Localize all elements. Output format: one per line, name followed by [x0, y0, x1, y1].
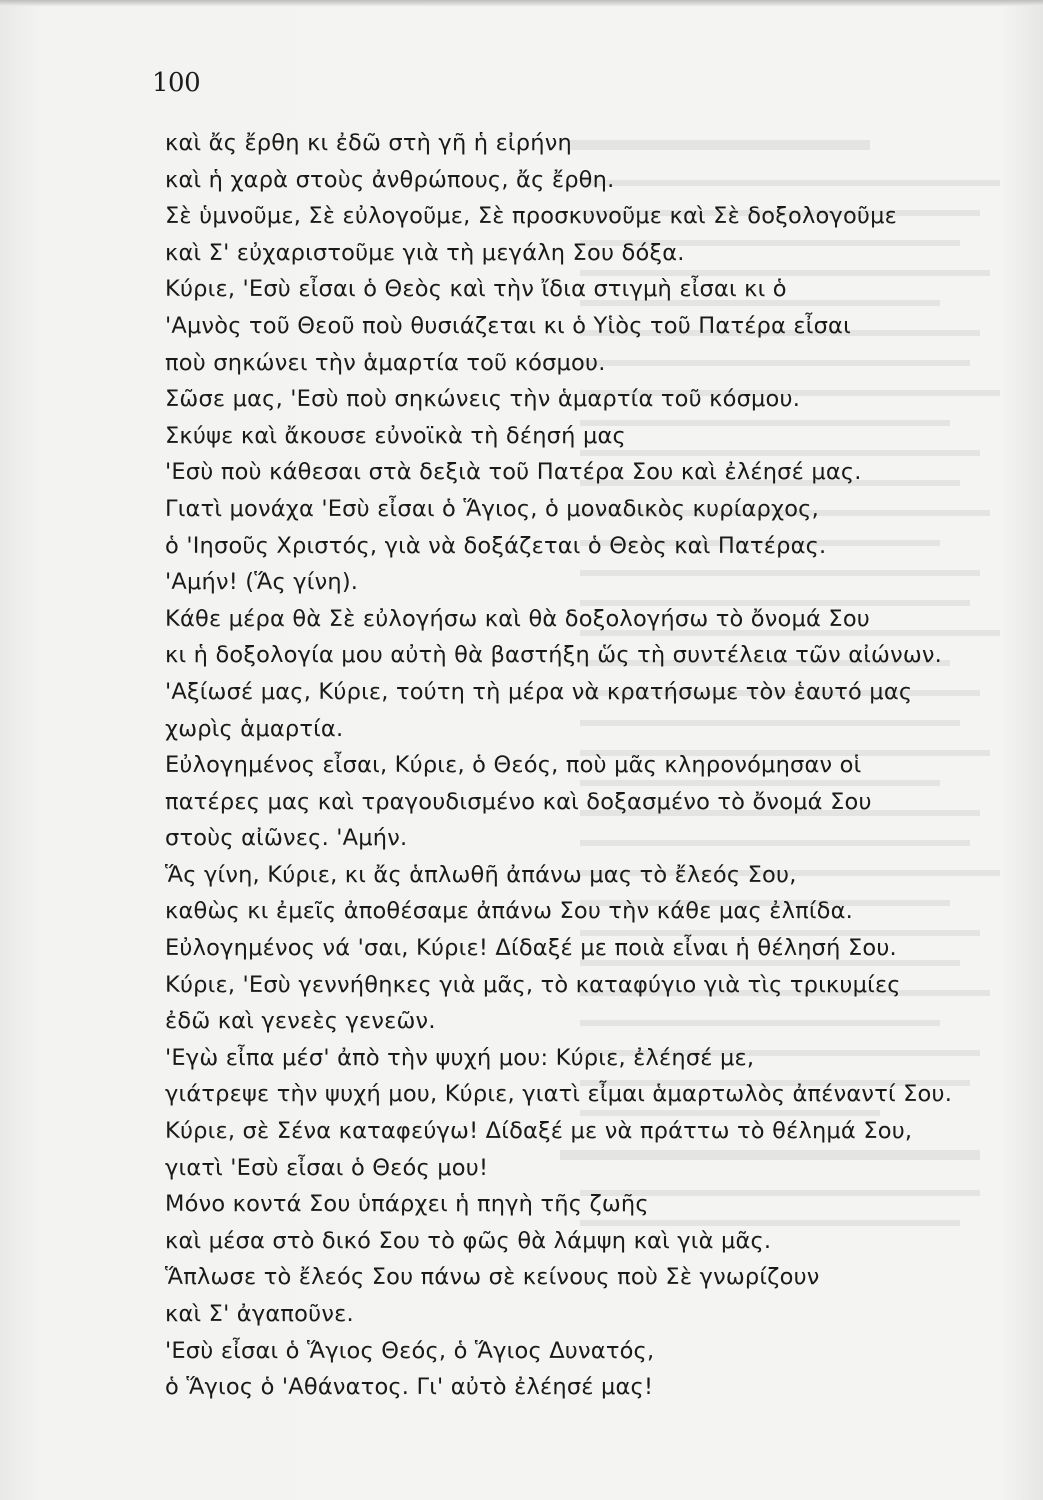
- text-line: καὶ ἡ χαρὰ στοὺς ἀνθρώπους, ἄς ἔρθη.: [165, 166, 615, 193]
- text-line: 'Αξίωσέ μας, Κύριε, τούτη τὴ μέρα νὰ κρατήσωμε τὸν ἑαυτό μας: [165, 678, 913, 705]
- text-line: καὶ ἄς ἔρθη κι ἐδῶ στὴ γῆ ἡ εἰρήνη: [165, 130, 572, 156]
- text-line: 'Εγὼ εἶπα μέσ' ἀπὸ τὴν ψυχή μου: Κύριε, ἐλέησέ με,: [165, 1044, 755, 1071]
- text-line: 'Αμήν! (Ἅς γίνη).: [165, 569, 359, 596]
- text-line: Γιατὶ μονάχα 'Εσὺ εἶσαι ὁ Ἅγιος, ὁ μοναδικὸς κυρίαρχος,: [165, 495, 819, 522]
- text-line: Μόνο κοντά Σου ὑπάρχει ἡ πηγὴ τῆς ζωῆς: [165, 1191, 649, 1218]
- text-line: Κάθε μέρα θὰ Σὲ εὐλογήσω καὶ θὰ δοξολογήσω τὸ ὄνομά Σου: [165, 605, 871, 632]
- text-line: Σκύψε καὶ ἄκουσε εὐνοϊκὰ τὴ δέησή μας: [165, 422, 626, 449]
- text-line: γιάτρεψε τὴν ψυχή μου, Κύριε, γιατὶ εἶμαι ἁμαρτωλὸς ἀπέναντί Σου.: [165, 1081, 953, 1108]
- text-line: 'Εσὺ ποὺ κάθεσαι στὰ δεξιὰ τοῦ Πατέρα Σου καὶ ἐλέησέ μας.: [165, 459, 862, 486]
- text-line: καὶ Σ' ἀγαποῦνε.: [165, 1301, 354, 1327]
- text-line: Ἅς γίνη, Κύριε, κι ἄς ἁπλωθῆ ἀπάνω μας τὸ ἔλεός Σου,: [165, 861, 797, 888]
- text-line: Εὐλογημένος νά 'σαι, Κύριε! Δίδαξέ με ποιὰ εἶναι ἡ θέλησή Σου.: [165, 935, 897, 962]
- text-line: Κύριε, σὲ Σένα καταφεύγω! Δίδαξέ με νὰ πράττω τὸ θέλημά Σου,: [165, 1118, 913, 1145]
- text-line: στοὺς αἰῶνες. 'Αμήν.: [165, 825, 408, 852]
- text-line: γιατὶ 'Εσὺ εἶσαι ὁ Θεός μου!: [165, 1154, 489, 1181]
- text-line: καὶ μέσα στὸ δικό Σου τὸ φῶς θὰ λάμψη καὶ γιὰ μᾶς.: [165, 1227, 772, 1254]
- text-line: Ἅπλωσε τὸ ἔλεός Σου πάνω σὲ κείνους ποὺ Σὲ γνωρίζουν: [165, 1264, 820, 1291]
- text-line: Εὐλογημένος εἶσαι, Κύριε, ὁ Θεός, ποὺ μᾶς κληρονόμησαν οἱ: [165, 752, 862, 779]
- page-top-edge: [0, 0, 1043, 6]
- text-line: ἐδῶ καὶ γενεὲς γενεῶν.: [165, 1008, 436, 1035]
- text-line: ποὺ σηκώνει τὴν ἁμαρτία τοῦ κόσμου.: [165, 349, 606, 376]
- text-line: Κύριε, 'Εσὺ γεννήθηκες γιὰ μᾶς, τὸ καταφύγιο γιὰ τὶς τρικυμίες: [165, 971, 901, 998]
- text-line: Σὲ ὑμνοῦμε, Σὲ εὐλογοῦμε, Σὲ προσκυνοῦμε καὶ Σὲ δοξολογοῦμε: [165, 203, 898, 230]
- text-line: ὁ Ἅγιος ὁ 'Αθάνατος. Γι' αὐτὸ ἐλέησέ μας!: [165, 1374, 654, 1401]
- text-line: κι ἡ δοξολογία μου αὐτὴ θὰ βαστήξη ὥς τὴ συντέλεια τῶν αἰώνων.: [165, 642, 943, 669]
- text-line: πατέρες μας καὶ τραγουδισμένο καὶ δοξασμένο τὸ ὄνομά Σου: [165, 788, 872, 815]
- text-line: καὶ Σ' εὐχαριστοῦμε γιὰ τὴ μεγάλη Σου δόξα.: [165, 239, 685, 266]
- page-number: 100: [152, 68, 201, 98]
- text-line: 'Εσὺ εἶσαι ὁ Ἅγιος Θεός, ὁ Ἅγιος Δυνατός,: [165, 1337, 655, 1364]
- text-line: 'Αμνὸς τοῦ Θεοῦ ποὺ θυσιάζεται κι ὁ Υἱὸς τοῦ Πατέρα εἶσαι: [165, 312, 851, 339]
- text-line: χωρὶς ἁμαρτία.: [165, 715, 344, 742]
- text-line: Κύριε, 'Εσὺ εἶσαι ὁ Θεὸς καὶ τὴν ἴδια στιγμὴ εἶσαι κι ὁ: [165, 276, 787, 303]
- prayer-text: [165, 125, 1015, 1406]
- text-line: καθὼς κι ἐμεῖς ἀποθέσαμε ἀπάνω Σου τὴν κάθε μας ἐλπίδα.: [165, 898, 853, 925]
- text-line: ὁ 'Ιησοῦς Χριστός, γιὰ νὰ δοξάζεται ὁ Θεὸς καὶ Πατέρας.: [165, 532, 827, 559]
- text-line: Σῶσε μας, 'Εσὺ ποὺ σηκώνεις τὴν ἁμαρτία τοῦ κόσμου.: [165, 386, 801, 413]
